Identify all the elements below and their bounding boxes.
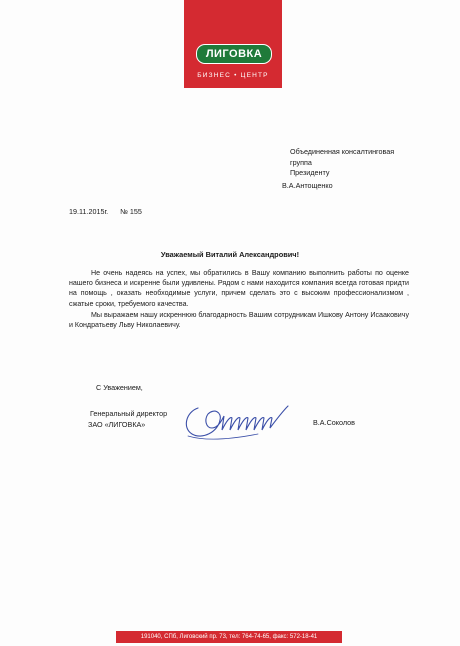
company-logo	[184, 0, 282, 88]
addressee-name: В.А.Антощенко	[282, 181, 333, 190]
recipient-block	[290, 147, 394, 179]
signer-name: В.А.Соколов	[313, 418, 355, 427]
handwritten-signature	[178, 398, 296, 444]
letter-body	[69, 268, 409, 330]
logo-subtitle: БИЗНЕС • ЦЕНТР	[197, 72, 269, 79]
signer-position: Генеральный директор	[90, 409, 168, 418]
salutation: Уважаемый Виталий Александрович!	[160, 250, 300, 259]
body-paragraph-2: Мы выражаем нашу искреннюю благодарность Вашим сотрудникам Ишкову Антону Исааковичу и Кондратьеву Льву Николаевичу.	[69, 310, 409, 330]
number-label: №	[120, 207, 128, 216]
logo-name: ЛИГОВКА	[205, 48, 263, 60]
body-paragraph-1: Не очень надеясь на успех, мы обратились в Вашу компанию выполнить работы по оценке нашего бизнеса и искренне были удивлены. Рядом с нами находится компания всегда готовая придти на помощь , оказать необходимые услуги, причем сделать это с высоким профессионализмом , сжатые сроки, требуемого качества.	[69, 269, 409, 308]
closing-phrase: С Уважением,	[96, 383, 143, 392]
recipient-line-2: группа	[290, 157, 312, 167]
recipient-line-3: Президенту	[290, 168, 330, 177]
logo-badge	[196, 44, 272, 64]
recipient-line-1: Объединенная консалтинговая	[290, 147, 395, 156]
date-number-line	[69, 207, 142, 217]
letter-number: 155	[129, 207, 142, 216]
signer-company: ЗАО «ЛИГОВКА»	[88, 420, 146, 429]
footer-contacts: 191040, СПб, Лиговский пр. 73, тел: 764-74-65, факс: 572-18-41	[116, 631, 342, 643]
letter-date: 19.11.2015г.	[69, 207, 109, 216]
